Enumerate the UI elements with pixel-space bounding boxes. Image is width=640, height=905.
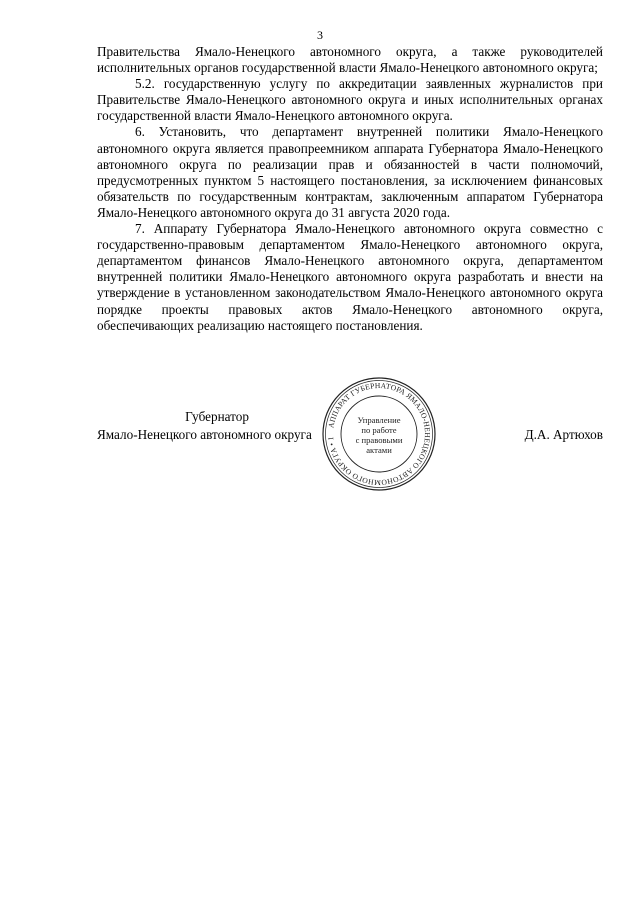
official-stamp — [321, 376, 437, 492]
stamp-center-line: актами — [366, 445, 392, 455]
paragraph-item-6: 6. Установить, что департамент внутренней политики Ямало-Ненецкого автономного округа является правопреемником аппарата Губернатора Ямало-Ненецкого автономного округа по реализации прав и обязанностей в части полномочий, предусмотренных пунктом 5 настоящего постановления, за исключением финансовых обязательств по государственным контрактам, заключенным аппаратом Губернатора Ямало-Ненецкого автономного округа до 31 августа 2020 года. — [97, 124, 603, 220]
signatory-name: Д.А. Артюхов — [524, 427, 603, 442]
paragraph-item-7: 7. Аппарату Губернатора Ямало-Ненецкого автономного округа совместно с государственно-правовым департаментом Ямало-Ненецкого автономного округа, департаментом финансов Ямало-Ненецкого автономного округа, департаментом внутренней политики Ямало-Ненецкого автономного округа разработать и внести на утверждение в установленном законодательством Ямало-Ненецкого автономного округа порядке проекты правовых актов Ямало-Ненецкого автономного округа, обеспечивающих реализацию настоящего постановления. — [97, 221, 603, 333]
stamp-center-line: по работе — [361, 425, 397, 435]
stamp-center-line: Управление — [357, 415, 401, 425]
page-number: 3 — [317, 28, 323, 42]
stamp-center-line: с правовыми — [355, 435, 403, 445]
paragraph-continuation: Правительства Ямало-Ненецкого автономного округа, а также руководителей исполнительных органов государственной власти Ямало-Ненецкого автономного округа; — [97, 44, 603, 76]
signature-block — [0, 409, 640, 499]
signatory-region: Ямало-Ненецкого автономного округа — [97, 427, 312, 442]
signatory-title: Губернатор — [185, 409, 249, 424]
paragraph-item-5-2: 5.2. государственную услугу по аккредитации заявленных журналистов при Правительстве Ямало-Ненецкого автономного округа и иных исполнительных органах государственной власти Ямало-Ненецкого автономного округа. — [97, 76, 603, 124]
document-body — [97, 44, 603, 334]
stamp-ring-text: АППАРАТ ГУБЕРНАТОРА ЯМАЛО-НЕНЕЦКОГО АВТОНОМНОГО ОКРУГА • 1 — [326, 380, 433, 488]
